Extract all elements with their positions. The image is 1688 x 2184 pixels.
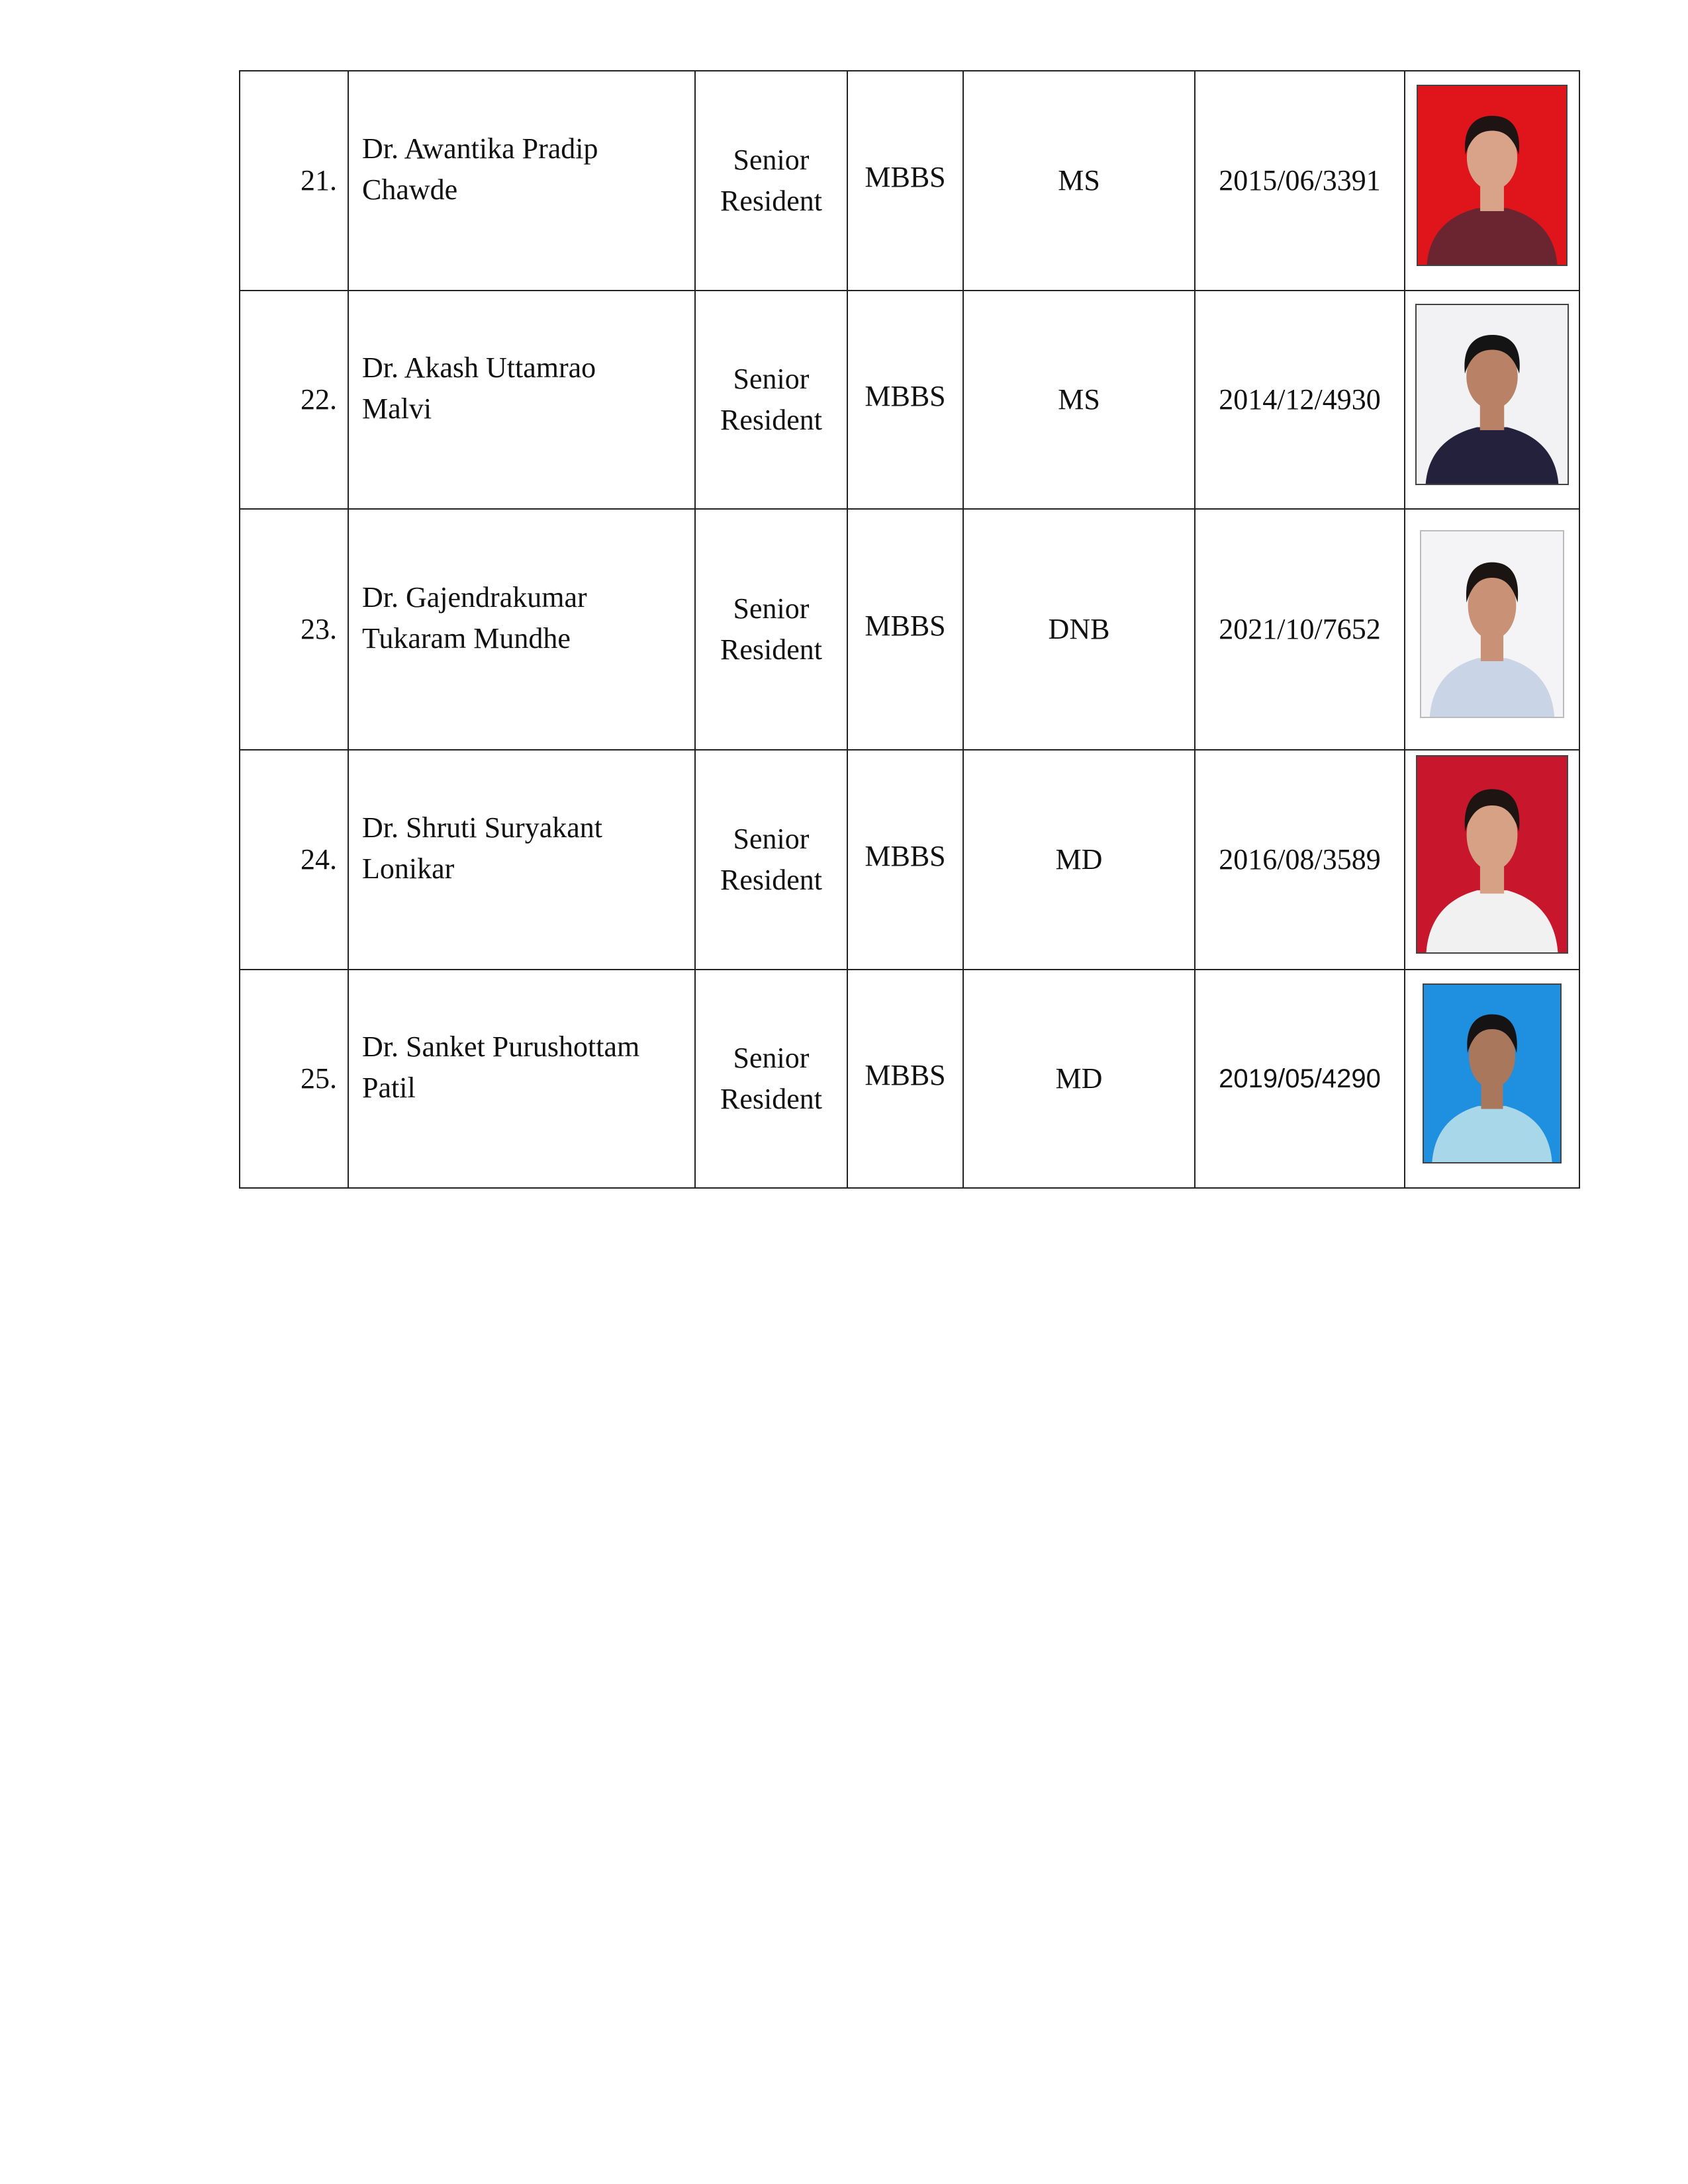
designation-cell [695,509,847,750]
name-text [362,577,688,659]
table-row [240,509,1579,750]
serial-number: 23. [240,509,348,750]
registration-number: 2015/06/3391 [1195,71,1405,291]
photo-cell [1405,509,1579,750]
name-cell [348,750,695,970]
pg-degree: DNB [963,509,1195,750]
ug-degree-cell [847,291,963,509]
pg-degree: MS [963,291,1195,509]
designation-cell [695,970,847,1188]
ug-degree: MBBS [865,1059,946,1091]
photo-cell [1405,291,1579,509]
passport-photo [1420,530,1564,718]
passport-photo [1417,85,1568,266]
table-row [240,970,1579,1188]
pg-degree: MS [963,71,1195,291]
name-line-1: Dr. Akash Uttamrao [362,351,596,384]
name-line-1: Dr. Gajendrakumar [362,581,587,614]
table-body [240,71,1579,1188]
ug-degree-cell [847,509,963,750]
name-text [362,1026,688,1109]
ug-degree: MBBS [865,840,946,872]
serial-number: 24. [240,750,348,970]
designation-line-1: Senior [733,144,810,176]
designation-cell [695,71,847,291]
photo-cell [1405,71,1579,291]
pg-degree: MD [963,750,1195,970]
portrait-image [1424,985,1560,1162]
name-line-2: Malvi [362,392,432,425]
photo-cell [1405,970,1579,1188]
ug-degree-cell [847,970,963,1188]
name-line-2: Lonikar [362,852,455,885]
name-line-2: Tukaram Mundhe [362,622,571,655]
designation-cell [695,750,847,970]
name-text [362,347,688,430]
registration-number: 2016/08/3589 [1195,750,1405,970]
table-row [240,750,1579,970]
name-text [362,807,688,889]
designation-line-1: Senior [733,1042,810,1074]
designation-line-2: Resident [720,1083,822,1115]
passport-photo [1416,755,1568,954]
ug-degree: MBBS [865,610,946,642]
portrait-image [1417,305,1568,484]
pg-degree: MD [963,970,1195,1188]
name-cell [348,509,695,750]
name-line-1: Dr. Awantika Pradip [362,132,598,165]
designation-line-1: Senior [733,363,810,395]
portrait-image [1417,756,1567,952]
designation-cell [695,291,847,509]
serial-number: 22. [240,291,348,509]
ug-degree: MBBS [865,380,946,412]
photo-cell [1405,750,1579,970]
serial-number: 21. [240,71,348,291]
portrait-image [1418,86,1566,265]
name-cell [348,71,695,291]
name-text [362,128,688,210]
designation-line-2: Resident [720,185,822,217]
passport-photo [1415,304,1569,485]
ug-degree-cell [847,71,963,291]
registration-number: 2021/10/7652 [1195,509,1405,750]
designation-line-2: Resident [720,404,822,436]
table-row [240,291,1579,509]
name-cell [348,291,695,509]
designation-line-1: Senior [733,592,810,625]
passport-photo [1423,983,1562,1163]
name-cell [348,970,695,1188]
ug-degree: MBBS [865,161,946,193]
ug-degree-cell [847,750,963,970]
name-line-2: Patil [362,1071,416,1104]
designation-line-2: Resident [720,864,822,896]
name-line-1: Dr. Sanket Purushottam [362,1030,640,1063]
designation-line-2: Resident [720,633,822,666]
table-row [240,71,1579,291]
serial-number: 25. [240,970,348,1188]
name-line-2: Chawde [362,173,458,206]
faculty-table [239,70,1580,1189]
registration-number: 2014/12/4930 [1195,291,1405,509]
designation-line-1: Senior [733,823,810,855]
registration-number: 2019/05/4290 [1195,970,1405,1188]
name-line-1: Dr. Shruti Suryakant [362,811,602,844]
portrait-image [1421,531,1563,717]
